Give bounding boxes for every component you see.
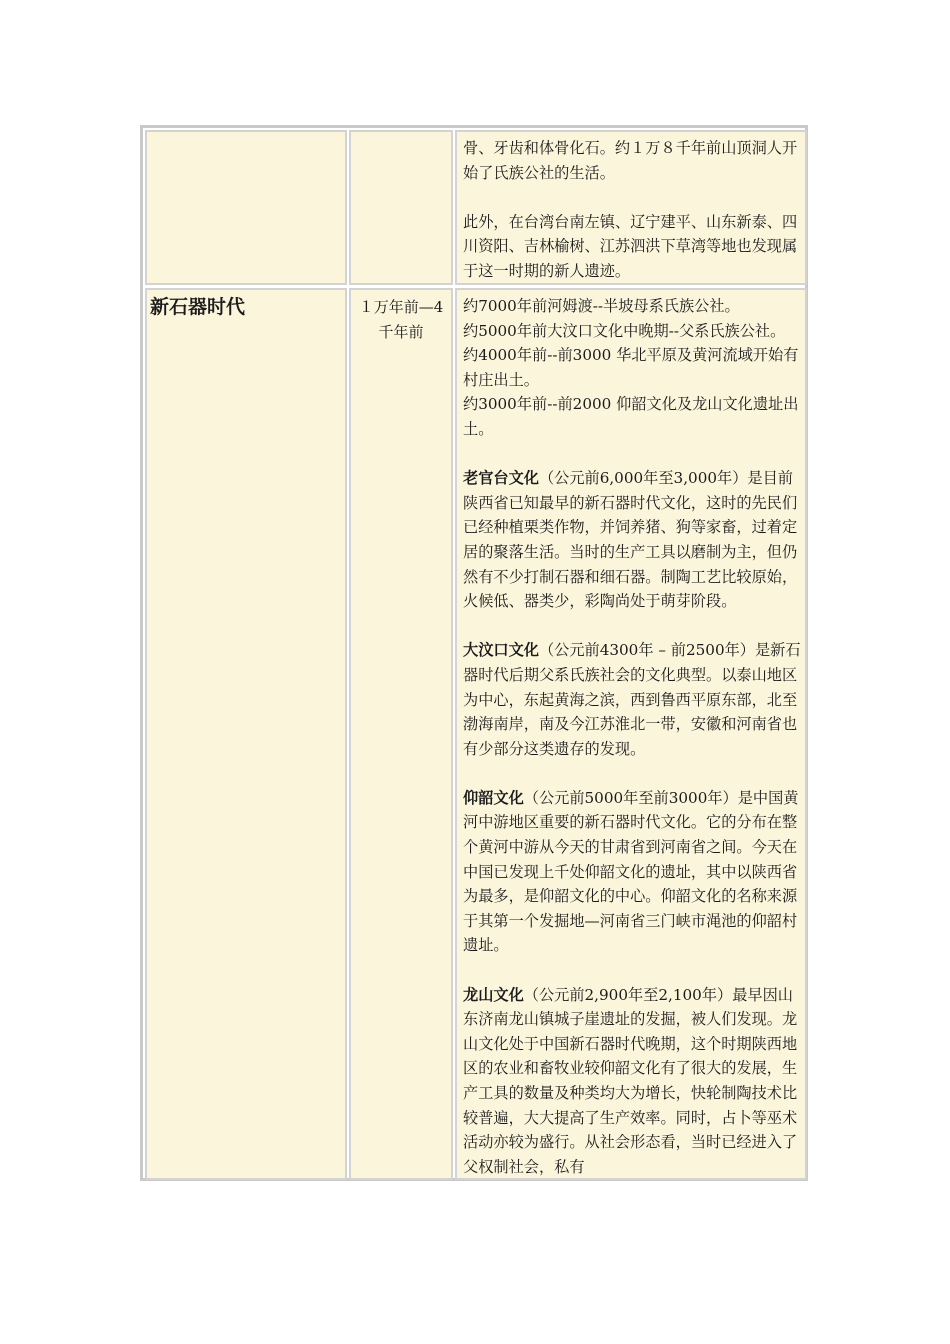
description-cell-continued: [455, 130, 807, 285]
era-cell-neolithic: [145, 288, 347, 1180]
culture-paragraph-yangshao: [463, 786, 803, 958]
continued-paragraph-1: 骨、牙齿和体骨化石。约１万８千年前山顶洞人开始了氏族公社的生活。: [463, 139, 798, 182]
description-cell-neolithic: [455, 288, 807, 1180]
culture-name: 龙山文化: [463, 985, 524, 1004]
culture-name: 大汶口文化: [463, 641, 539, 660]
date-range: １万年前—4千年前: [358, 298, 444, 341]
era-cell-continued: [145, 130, 347, 285]
continued-paragraph-2: 此外，在台湾台南左镇、辽宁建平、山东新泰、四川资阳、吉林榆树、江苏泗洪下草湾等地也发现属于这一时期的新人遗迹。: [463, 212, 798, 280]
timeline-line: 约7000年前河姆渡--半坡母系氏族公社。: [463, 297, 740, 315]
culture-name: 老官台文化: [463, 469, 539, 488]
culture-paragraph-dawenkou: [463, 638, 803, 761]
culture-name: 仰韶文化: [463, 788, 524, 807]
history-table: [140, 125, 808, 1181]
era-name: 新石器时代: [150, 296, 246, 318]
culture-paragraph-longshan: [463, 983, 803, 1180]
culture-paragraph-laoguantai: [463, 466, 803, 614]
culture-text: （公元前4300年 – 前2500年）是新石器时代后期父系氏族社会的文化典型。以泰山地区为中心，东起黄海之滨，西到鲁西平原东部，北至渤海南岸，南及今江苏淮北一带，安徽和河南省也有少部分这类遗存的发现。: [463, 641, 801, 758]
culture-text: （公元前5000年至前3000年）是中国黄河中游地区重要的新石器时代文化。它的分布在整个黄河中游从今天的甘肃省到河南省之间。今天在中国已发现上千处仰韶文化的遗址，其中以陕西省为最多，是仰韶文化的中心。仰韶文化的名称来源于其第一个发掘地—河南省三门峡市渑池的仰韶村遗址。: [463, 788, 799, 955]
culture-text: （公元前6,000年至3,000年）是目前陕西省已知最早的新石器时代文化，这时的先民们已经种植栗类作物，并饲养猪、狗等家畜，过着定居的聚落生活。当时的生产工具以磨制为主，但仍然有不少打制石器和细石器。制陶工艺比较原始，火候低、器类少，彩陶尚处于萌芽阶段。: [463, 469, 798, 611]
timeline-line: 约3000年前--前2000 仰韶文化及龙山文化遗址出土。: [463, 395, 799, 438]
date-cell-neolithic: [349, 288, 453, 1180]
date-cell-continued: [349, 130, 453, 285]
timeline-line: 约4000年前--前3000 华北平原及黄河流域开始有村庄出土。: [463, 346, 799, 389]
culture-text: （公元前2,900年至2,100年）最早因山东济南龙山镇城子崖遗址的发掘，被人们发现。龙山文化处于中国新石器时代晚期，这个时期陕西地区的农业和畜牧业较仰韶文化有了很大的发展，生产工具的数量及种类均大为增长，快轮制陶技术比较普遍，大大提高了生产效率。同时，占卜等巫术活动亦较为盛行。从社会形态看，当时已经进入了父权制社会，私有: [463, 985, 798, 1176]
timeline-line: 约5000年前大汶口文化中晚期--父系氏族公社。: [463, 321, 786, 340]
timeline-block: [463, 294, 803, 442]
